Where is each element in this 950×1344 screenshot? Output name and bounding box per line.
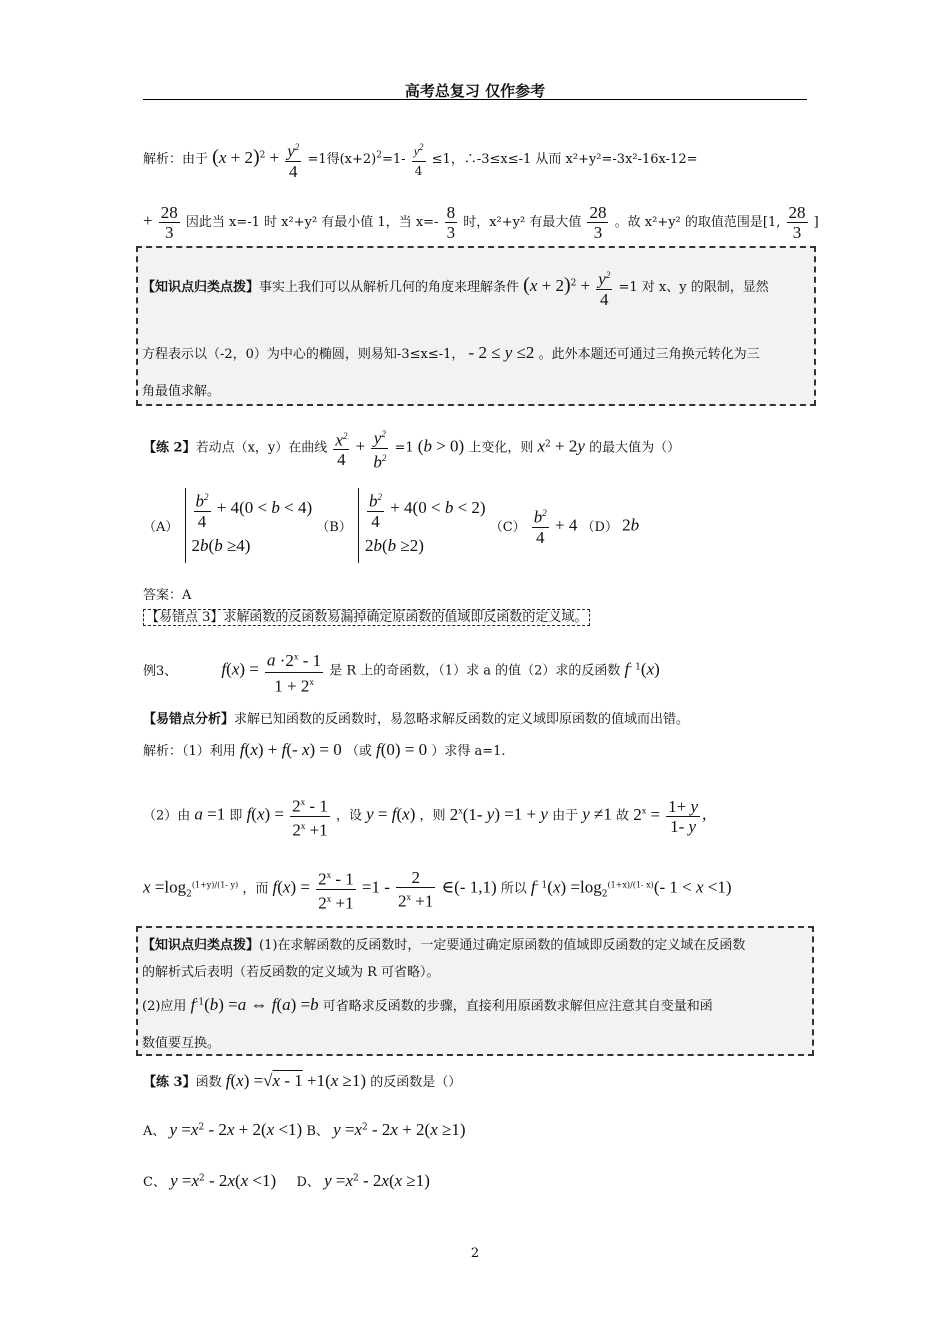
math-expr: ) =log xyxy=(560,877,602,897)
denominator: 4 xyxy=(289,161,298,181)
math-expr: + 2 xyxy=(537,275,564,295)
fraction-b2-over-4 xyxy=(367,488,384,531)
practice3-options-cd xyxy=(143,1171,430,1191)
math-var: x xyxy=(695,877,704,897)
math-var: x xyxy=(190,1120,199,1139)
practice2-label: 【练 2】 xyxy=(143,440,196,456)
math-var: y xyxy=(582,804,590,824)
fraction-2x-minus1-over-2x-plus1 xyxy=(290,793,330,839)
option-d-label: D、 xyxy=(296,1175,320,1190)
solution1-text: ≤1，∴-3≤x≤-1 从而 x²+y²=-3x²-16x-12= xyxy=(431,152,698,167)
math-sub: 2 xyxy=(186,889,192,900)
tip1-line3: 角最值求解。 xyxy=(142,384,221,399)
option-b-label: （B） xyxy=(316,519,352,535)
solution3-part2 xyxy=(143,793,706,839)
denominator: $2^x +1$ xyxy=(292,820,328,840)
math-expr: ≤2 xyxy=(512,343,535,362)
numerator: 28 xyxy=(160,203,178,222)
math-var: a xyxy=(237,995,247,1014)
solution3-text: 即 xyxy=(229,808,243,824)
math-expr: <1) xyxy=(248,1171,277,1190)
numerator: $y^2$ xyxy=(371,425,388,449)
math-expr: = xyxy=(340,1120,355,1139)
option-b-cases xyxy=(358,488,486,563)
math-var: y xyxy=(540,804,548,824)
fraction-x2-over-4 xyxy=(333,427,349,470)
math-var: f xyxy=(221,659,227,679)
option-a-label: A、 xyxy=(143,1124,166,1139)
math-expr: ) = xyxy=(264,804,285,824)
math-var: x xyxy=(266,1120,275,1139)
math-var: x xyxy=(250,740,258,759)
math-var: b xyxy=(373,535,382,555)
option-a-label: （A） xyxy=(143,519,179,535)
math-expr: < 4) xyxy=(279,497,313,517)
math-var: x xyxy=(402,804,410,824)
math-var: f xyxy=(281,740,287,759)
numerator: 2$^x$ - 1 xyxy=(316,866,356,890)
fraction-28-over-3 xyxy=(787,203,808,242)
practice2-text: 上变化，则 xyxy=(468,440,534,456)
case-row xyxy=(365,531,486,563)
math-var: b xyxy=(444,497,454,517)
denominator: 4 xyxy=(197,511,207,531)
solution3-text: 解析：（1）利用 xyxy=(143,744,236,759)
practice3-text: 的反函数是（） xyxy=(370,1075,462,1090)
math-expr: ) = 0 xyxy=(309,740,342,759)
math-expr: + 4(0 < xyxy=(212,497,272,517)
solution1-text: =1得(x+2) xyxy=(307,152,377,167)
math-expr: = xyxy=(177,1171,192,1190)
math-expr: , xyxy=(702,804,707,824)
math-var: y xyxy=(504,343,513,362)
math-var: a xyxy=(194,804,203,824)
practice3-options-ab xyxy=(143,1120,466,1140)
math-expr: = xyxy=(331,1171,346,1190)
numerator: $x^2$ xyxy=(333,427,349,451)
practice3-label: 【练 3】 xyxy=(143,1075,196,1090)
math-expr: <1) xyxy=(274,1120,303,1139)
header-rule xyxy=(143,99,807,100)
math-expr: ) + xyxy=(257,740,282,759)
math-expr: + 2( xyxy=(234,1120,267,1139)
tip1-line2 xyxy=(142,343,760,363)
practice3-text: 函数 xyxy=(195,1075,222,1090)
math-var: x xyxy=(390,1120,398,1139)
example3-text: 是 R 上的奇函数，（1）求 a 的值（2）求的反函数 xyxy=(329,663,621,679)
math-expr: ) = xyxy=(239,659,259,679)
denominator: 3 xyxy=(792,223,802,242)
math-expr: ) =√x - 1 +1( xyxy=(243,1071,331,1090)
practice2-text: 若动点（x，y）在曲线 xyxy=(195,440,328,456)
option-d-label: （D） xyxy=(581,519,618,535)
solution3-text: ，而 xyxy=(242,881,269,897)
solution1-text: 因此当 x=-1 时 x²+y² 有最小值 1，当 x=- xyxy=(185,215,439,230)
denominator: 4 xyxy=(536,527,545,547)
math-expr: ) xyxy=(409,804,416,824)
math-expr: ( xyxy=(212,146,219,168)
denominator: 3 xyxy=(593,223,603,242)
math-var: x xyxy=(394,1171,403,1190)
math-expr: ( xyxy=(234,1171,241,1190)
solution1-line1 xyxy=(143,138,697,181)
practice2-options xyxy=(143,488,639,563)
denominator: 1- y xyxy=(670,816,697,836)
math-expr: ( xyxy=(226,659,232,679)
math-var: x xyxy=(240,1171,249,1190)
math-var: x xyxy=(345,1171,353,1190)
math-expr: - 2 ≤ xyxy=(468,343,505,362)
practice2-question xyxy=(143,425,680,471)
page-number: 2 xyxy=(470,1246,480,1261)
math-expr: ⇔ xyxy=(246,995,272,1014)
numerator: $y^2$ xyxy=(596,266,612,290)
math-expr: (- 1 < xyxy=(653,877,696,897)
solution1-prefix: 解析：由于 xyxy=(143,152,209,167)
math-expr: > 0) xyxy=(431,436,465,456)
fraction-8-over-3 xyxy=(445,203,458,242)
solution1-line2 xyxy=(143,203,819,242)
tip3-line1 xyxy=(142,934,745,953)
tip3-label: 【知识点归类点拨】 xyxy=(142,938,260,953)
case-row xyxy=(192,488,313,531)
math-expr: - 2 xyxy=(204,1120,227,1139)
math-var: x xyxy=(537,436,546,456)
fraction-y2-over-4 xyxy=(285,138,301,181)
math-var: x xyxy=(430,1120,438,1139)
math-expr: 2 xyxy=(622,515,631,535)
math-var: f xyxy=(624,659,630,679)
math-var: x xyxy=(231,659,240,679)
math-var: y xyxy=(169,1120,178,1139)
math-var: f xyxy=(391,804,397,824)
practice2-text: 的最大值为（） xyxy=(589,440,681,456)
solution1-text: 时，x²+y² 有最大值 xyxy=(463,215,582,230)
math-expr: + 4 xyxy=(550,515,578,535)
math-expr: ≥1) xyxy=(437,1120,466,1139)
fraction-28-over-3 xyxy=(587,203,608,242)
analysis3-label: 【易错点分析】 xyxy=(143,712,235,727)
solution3-text: （2）由 xyxy=(143,808,191,824)
tip3-line4: 数值要互换。 xyxy=(142,1036,221,1051)
numerator: $y^2$ xyxy=(285,138,301,162)
denominator: 3 xyxy=(446,223,456,242)
math-var: b xyxy=(630,515,640,535)
math-sup: (1+y)/(1- y) xyxy=(191,880,239,890)
denominator: 4 xyxy=(600,289,609,309)
fraction-b2-over-4 xyxy=(532,504,549,547)
tip3-line3 xyxy=(142,995,713,1015)
fraction-b2-over-4 xyxy=(194,488,211,531)
math-sup: 2 xyxy=(353,1173,359,1184)
numerator: $y^2$ xyxy=(412,138,426,162)
case-row xyxy=(192,531,313,563)
fraction-y2-over-b2 xyxy=(371,425,388,471)
denominator: 4 xyxy=(414,164,423,178)
math-expr: ( xyxy=(640,659,647,679)
solution1-text: =1- xyxy=(381,152,406,167)
denominator: 4 xyxy=(337,450,346,470)
practice2-text: =1 xyxy=(394,440,414,456)
math-expr: ( xyxy=(230,1071,237,1090)
math-sup: 2 xyxy=(199,1173,205,1184)
solution1-text: ] xyxy=(813,215,819,230)
math-var: x xyxy=(529,275,538,295)
math-expr: ( xyxy=(417,436,424,456)
math-expr: (0) = 0 xyxy=(380,740,428,759)
tip1-text: 。此外本题还可通过三角换元转化为三 xyxy=(538,347,760,362)
math-var: x xyxy=(646,659,655,679)
numerator: 2 xyxy=(396,868,435,888)
math-var: f xyxy=(376,740,381,759)
example3 xyxy=(143,647,660,695)
option-a-cases xyxy=(185,488,313,563)
math-expr: ≠1 xyxy=(589,804,612,824)
math-var: y xyxy=(577,436,585,456)
sup: 2 xyxy=(376,150,382,161)
analysis3 xyxy=(143,708,689,727)
math-expr: + 4(0 < xyxy=(385,497,445,517)
solution1-text: 。故 x²+y² 的取值范围是[1, xyxy=(614,215,781,230)
math-expr: ( xyxy=(204,995,210,1014)
math-expr: ( xyxy=(523,273,530,296)
numerator: 28 xyxy=(589,203,607,222)
denominator: 3 xyxy=(164,223,174,242)
math-var: f xyxy=(271,995,277,1014)
math-sup: -1 xyxy=(195,997,205,1008)
fraction-y2-over-4 xyxy=(412,138,426,181)
math-var: b xyxy=(423,436,432,456)
math-expr: $2^x$ = xyxy=(633,804,661,824)
math-expr: ) xyxy=(252,146,260,168)
math-op: + xyxy=(143,211,153,230)
math-expr: =1 xyxy=(202,804,226,824)
tip1-text: =1 对 x、y 的限制，显然 xyxy=(618,279,769,295)
tip1-text: 方程表示以（-2，0）为中心的椭圆，则易知-3≤x≤-1， xyxy=(142,347,465,362)
tip3-line2: 的解析式后表明（若反函数的定义域为 R 可省略）。 xyxy=(142,965,440,980)
math-var: x xyxy=(256,804,265,824)
error3-title xyxy=(143,606,590,625)
tip1-text: 事实上我们可以从解析几何的角度来理解条件 xyxy=(259,279,520,295)
math-expr: ( xyxy=(208,535,215,555)
math-expr: - 2 xyxy=(367,1120,391,1139)
solution3-text: ，则 xyxy=(419,808,446,824)
math-expr: ) xyxy=(654,659,660,679)
denominator: $1 + 2^x$ xyxy=(274,676,314,696)
numerator: 1+ y xyxy=(668,796,699,816)
math-expr: ≥1) xyxy=(338,1071,367,1090)
solution3-text: ）求得 a=1. xyxy=(431,744,506,759)
math-sup: - 1 xyxy=(535,880,548,891)
math-expr: ) xyxy=(563,273,571,296)
math-var: x xyxy=(354,1120,362,1139)
math-expr: ( xyxy=(244,740,251,759)
math-expr: ( xyxy=(277,877,283,897)
math-var: x xyxy=(330,1071,339,1090)
denominator: $2^x +1$ xyxy=(318,893,354,913)
tip3-text: 可省略求反函数的步骤，直接利用原函数求解但应注意其自变量和函 xyxy=(322,999,713,1014)
tip1-line1 xyxy=(142,266,769,309)
option-c-label: （C） xyxy=(489,519,526,535)
math-var: x xyxy=(381,1171,389,1190)
math-expr: (- xyxy=(286,740,302,759)
math-sup: 2 xyxy=(198,1122,205,1133)
practice3-question xyxy=(143,1071,461,1091)
math-var: x xyxy=(301,740,310,759)
math-var: f xyxy=(530,877,536,897)
math-expr: ) =1 + xyxy=(494,804,541,824)
math-expr: ) = xyxy=(290,995,311,1014)
numerator: $a \cdot 2^x - 1$ xyxy=(265,647,323,673)
math-op: + xyxy=(355,436,366,456)
math-expr: ( xyxy=(276,995,283,1014)
math-var: x xyxy=(236,1071,244,1090)
math-expr: = xyxy=(177,1120,191,1139)
math-expr: ( xyxy=(547,877,553,897)
math-expr: ( xyxy=(381,535,388,555)
solution3-text: 故 xyxy=(616,808,630,824)
solution3-part1 xyxy=(143,740,506,760)
math-expr: ≥4) xyxy=(222,535,251,555)
fraction-2-over-2x-plus1 xyxy=(396,868,435,911)
tip3-text: (1)在求解函数的反函数时，一定要通过确定原函数的值域即反函数的定义域在反函数 xyxy=(259,938,746,953)
math-expr: ( xyxy=(396,804,403,824)
math-var: f xyxy=(246,804,252,824)
math-sup: 2 xyxy=(259,150,266,161)
math-expr: ) = xyxy=(218,995,238,1014)
analysis3-text: 求解已知函数的反函数时，易忽略求解反函数的定义域即原函数的值域而出错。 xyxy=(234,712,690,727)
math-expr: =log xyxy=(150,877,187,897)
math-var: f xyxy=(190,995,196,1014)
case-row xyxy=(365,488,486,531)
numerator: $b^2$ xyxy=(367,488,384,512)
math-expr: ( xyxy=(388,1171,395,1190)
math-var: f xyxy=(239,740,245,759)
math-var: b xyxy=(209,995,219,1014)
numerator: 28 xyxy=(788,203,806,222)
solution3-part3 xyxy=(143,866,732,912)
math-var: f xyxy=(272,877,278,897)
tip3-text: (2)应用 xyxy=(142,999,187,1014)
math-sup: 2 xyxy=(545,439,551,450)
math-var: x xyxy=(282,877,291,897)
fraction-2x-minus1-over-2x-plus1 xyxy=(316,866,356,912)
math-var: x xyxy=(191,1171,200,1190)
math-var: y xyxy=(486,804,495,824)
math-var: b xyxy=(200,535,209,555)
math-expr: - 2 xyxy=(358,1171,382,1190)
math-sub: 2 xyxy=(601,889,608,900)
math-sup: (1+x)/(1- x) xyxy=(607,880,654,890)
math-expr: 2 xyxy=(191,535,201,555)
math-sup: 2 xyxy=(362,1122,368,1133)
denominator: $b^2$ xyxy=(373,452,387,472)
math-expr: ≥1) xyxy=(402,1171,430,1190)
option-c-label: C、 xyxy=(143,1175,166,1190)
math-var: y xyxy=(366,804,374,824)
math-sup: 2 xyxy=(570,278,577,289)
math-op: + xyxy=(580,275,591,295)
math-expr: ) = xyxy=(290,877,310,897)
fraction-1plusy-over-1minusy xyxy=(666,797,700,836)
math-expr: 2 xyxy=(364,535,374,555)
math-expr: =1 - xyxy=(361,877,390,897)
math-expr: < 2) xyxy=(453,497,486,517)
denominator: $2^x +1$ xyxy=(398,891,434,911)
numerator: $b^2$ xyxy=(532,504,549,528)
math-expr: - 2 xyxy=(204,1171,228,1190)
math-var: y xyxy=(170,1171,178,1190)
math-expr: 2$^x$(1- xyxy=(449,804,487,824)
math-var: x xyxy=(218,148,227,167)
math-var: a xyxy=(282,995,291,1014)
practice2-answer: 答案：A xyxy=(143,588,192,603)
fraction-28-over-3 xyxy=(159,203,180,242)
math-expr: ∈(- 1,1) xyxy=(441,877,497,897)
numerator: $b^2$ xyxy=(194,488,211,512)
solution3-text: ，设 xyxy=(335,808,362,824)
tip1-label: 【知识点归类点拨】 xyxy=(142,279,260,295)
math-var: y xyxy=(324,1171,332,1190)
math-var: f xyxy=(225,1071,231,1090)
math-expr: ≥2) xyxy=(396,535,424,555)
math-var: b xyxy=(214,535,223,555)
numerator: 2$^x$ - 1 xyxy=(290,793,330,817)
option-b-label: B、 xyxy=(306,1124,329,1139)
math-var: b xyxy=(387,535,397,555)
math-expr: <1) xyxy=(703,877,732,897)
math-expr: + 2 xyxy=(226,148,253,167)
math-var: x xyxy=(552,877,561,897)
math-var: x xyxy=(226,1120,235,1139)
math-expr: + 2( xyxy=(397,1120,431,1139)
solution3-text: 由于 xyxy=(552,808,579,824)
denominator: 4 xyxy=(371,511,380,531)
math-expr: + 2 xyxy=(550,436,578,456)
math-var: b xyxy=(310,995,319,1014)
error3-title-text: 【易错点 3】求解函数的反函数易漏掉确定原函数的值域即反函数的定义域。 xyxy=(143,609,590,626)
example3-label: 例3、 xyxy=(143,663,178,679)
math-var: y xyxy=(333,1120,341,1139)
page-header: 高考总复习 仅作参考 xyxy=(404,82,546,100)
solution3-text: （或 xyxy=(345,744,372,759)
numerator: 8 xyxy=(446,203,456,222)
math-var: x xyxy=(143,877,151,897)
solution3-text: 所以 xyxy=(500,881,527,897)
math-expr: = xyxy=(373,804,392,824)
fraction-example3 xyxy=(265,647,323,695)
fraction-y2-over-4 xyxy=(596,266,612,309)
math-op: + xyxy=(269,148,280,167)
math-var: b xyxy=(271,497,280,517)
math-sup: - 1 xyxy=(629,662,641,673)
math-var: x xyxy=(227,1171,235,1190)
math-expr: ( xyxy=(251,804,257,824)
